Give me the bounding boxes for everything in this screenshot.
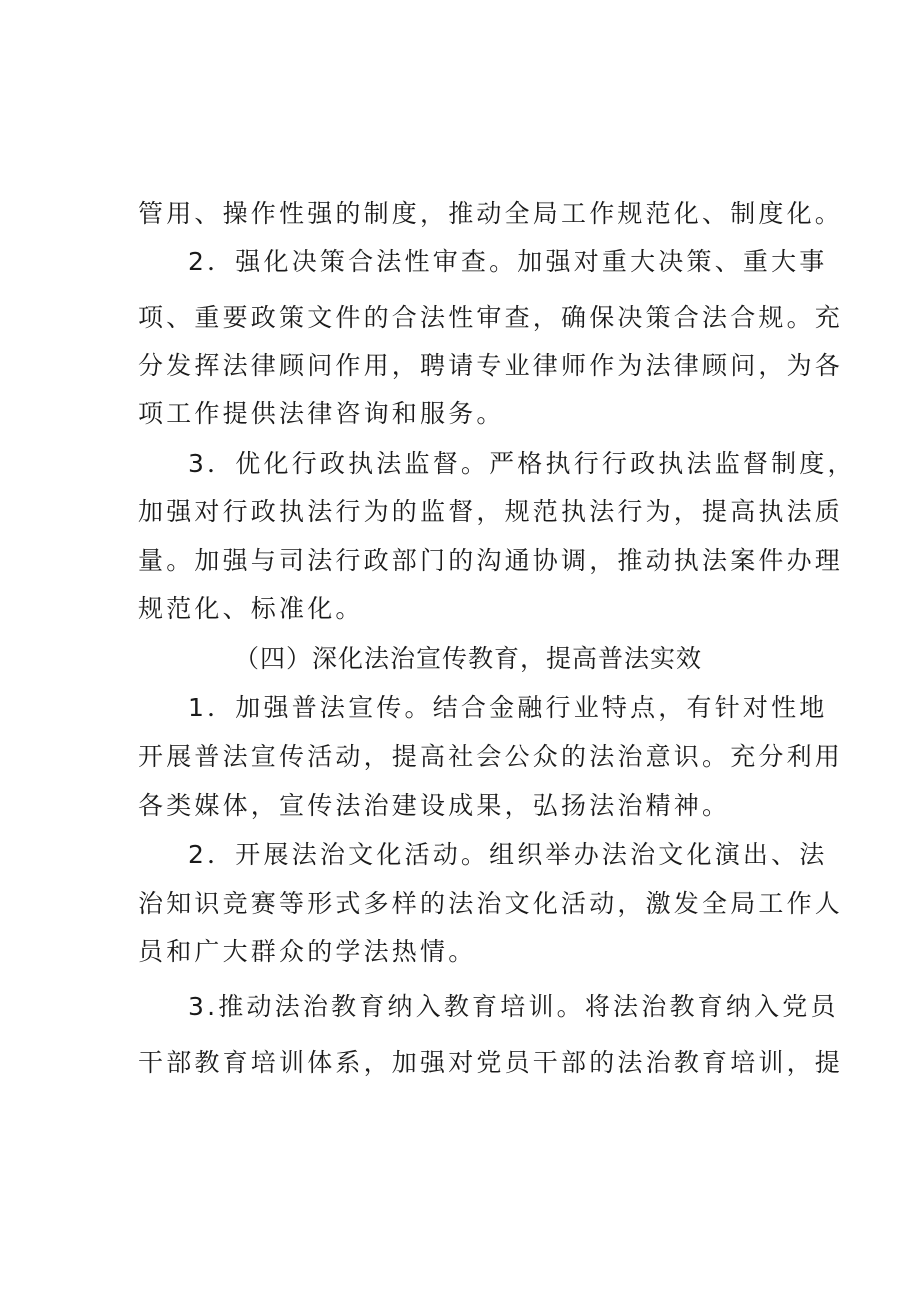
text-line: 规范化、标准化。 xyxy=(138,594,364,623)
text-line: 治知识竞赛等形式多样的法治文化活动，激发全局工作人 xyxy=(138,889,844,918)
text-line: 量。加强与司法行政部门的沟通协调，推动执法案件办理 xyxy=(138,546,844,575)
text-line: 1．加强普法宣传。结合金融行业特点，有针对性地 xyxy=(188,693,828,722)
text-line: 各类媒体，宣传法治建设成果，弘扬法治精神。 xyxy=(138,791,731,820)
text-line: 3．优化行政执法监督。严格执行行政执法监督制度， xyxy=(188,449,856,478)
text-line: 3.推动法治教育纳入教育培训。将法治教育纳入党员 xyxy=(188,992,839,1021)
text-line: 2．强化决策合法性审查。加强对重大决策、重大事 xyxy=(188,247,828,276)
text-line: 分发挥法律顾问作用，聘请专业律师作为法律顾问，为各 xyxy=(138,351,844,380)
text-line: 2．开展法治文化活动。组织举办法治文化演出、法 xyxy=(188,840,828,869)
text-line: 干部教育培训体系，加强对党员干部的法治教育培训，提 xyxy=(138,1048,844,1077)
text-line: 开展普法宣传活动，提高社会公众的法治意识。充分利用 xyxy=(138,742,844,771)
text-line: 加强对行政执法行为的监督，规范执法行为，提高执法质 xyxy=(138,497,844,526)
section-heading: （四）深化法治宣传教育，提高普法实效 xyxy=(234,644,703,673)
text-line: 项、重要政策文件的合法性审查，确保决策合法合规。充 xyxy=(138,303,844,332)
text-line: 项工作提供法律咨询和服务。 xyxy=(138,399,505,428)
text-line: 员和广大群众的学法热情。 xyxy=(138,937,477,966)
text-line: 管用、操作性强的制度，推动全局工作规范化、制度化。 xyxy=(138,199,844,228)
